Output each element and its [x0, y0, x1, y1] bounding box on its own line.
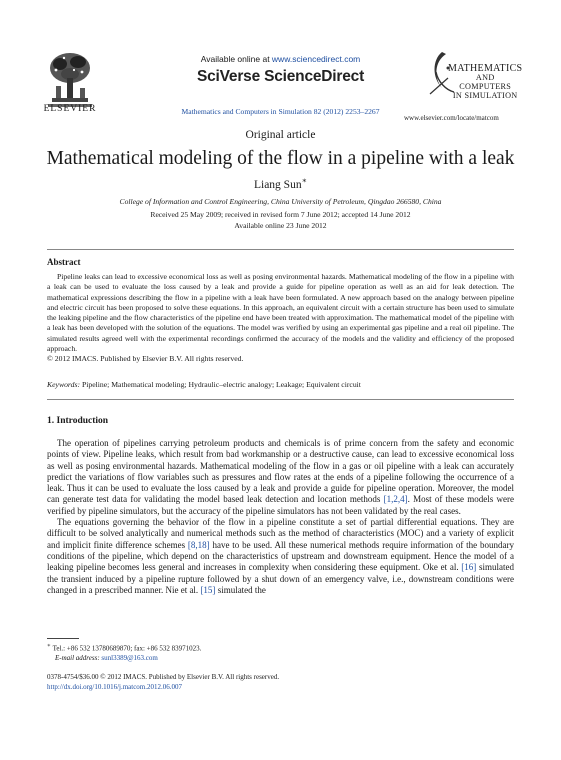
article-type: Original article	[245, 129, 316, 141]
footnote	[47, 642, 201, 663]
intro-p2-text-b: have to be used. All these numerical methods require information of the boundary conditions of the pipeline, which depend on the characteristics of upstream and downstream equipment. Hence the model of a leaking pipeline becomes less general and increases in complexity when considering these equipment. Oke et al.	[47, 539, 514, 573]
intro-p2-text-c: simulated the transient induced by a pipeline rupture followed by a shut down of an emergency valve, i.e., downstream conditions were changed in a prescribed manner. Nie et al.	[47, 562, 514, 595]
abstract-paragraph: Pipeline leaks can lead to excessive economical loss as well as posing environmental hazards. Mathematical modeling of the flow in a pipeline with a leak can be used to evaluate the loss caused by a leak and provide a guide for pipeline operation as well as an aid for leak detection. The mathematical expressions describing the flow in a pipeline with a leak have been formulated. A new approach based on the analogy between pipeline and electric circuit has been proposed to solve these equations. In this approach, an equivalent circuit with a certain structure has been used to simulate the leaking pipeline and the flow characteristics of the pipeline end have been treated with approximation. The mathematical model of the pipeline with a leak has been developed with the solution of the equations. The model was verified by using an experimental gas pipeline and a real oil pipeline. The simulated results agreed well with the experimental recordings confirmed the accuracy of the models and the validity and efficiency of the proposed approach.	[47, 272, 514, 354]
elsevier-tree-icon	[42, 50, 98, 112]
affiliation: College of Information and Control Engineering, China University of Petroleum, Qingdao 266580, China	[119, 197, 442, 206]
introduction-body	[47, 438, 514, 596]
intro-p2-text-d: simulated the	[215, 584, 266, 595]
email-label: E-mail address:	[55, 653, 100, 662]
front-matter	[47, 672, 279, 692]
journal-logo-line4: IN SIMULATION	[452, 91, 518, 100]
footnote-rule	[47, 638, 79, 639]
citation-link[interactable]: [15]	[200, 584, 216, 595]
journal-logo-line1: MATHEMATICS	[448, 63, 523, 74]
intro-p1-text-b: . Most of these models were verified by pipeline simulators, but the accuracy of the pipeline simulators has not been validated by the real cases.	[47, 494, 514, 516]
footnote-tel: Tel.: +86 532 13780689870; fax: +86 532 83971023.	[52, 644, 202, 653]
author-name: Liang Sun	[253, 178, 302, 191]
issn-line: 0378-4754/$36.00 © 2012 IMACS. Published by Elsevier B.V. All rights reserved.	[47, 673, 280, 681]
footnote-mark: ∗	[47, 643, 51, 649]
abstract-copyright: © 2012 IMACS. Published by Elsevier B.V. All rights reserved.	[47, 354, 244, 364]
elsevier-wordmark: ELSEVIER	[43, 104, 97, 114]
sciencedirect-link[interactable]: www.sciencedirect.com	[271, 54, 361, 64]
intro-p2-text-a: The equations governing the behavior of the flow in a pipeline constitute a set of partial differential equations. They are difficult to be solved analytically and numerical methods such as the method of characteristics (MOC) and a variety of explicit and implicit finite difference schemes	[47, 517, 514, 550]
received-dates: Received 25 May 2009; received in revised form 7 June 2012; accepted 14 June 2012	[150, 210, 411, 219]
journal-url[interactable]: www.elsevier.com/locate/matcom	[404, 114, 499, 122]
footnote-contact	[47, 642, 201, 654]
available-prefix: Available online at	[200, 54, 272, 64]
article-title: Mathematical modeling of the flow in a pipeline with a leak	[46, 148, 515, 169]
author-footnote-mark[interactable]: ∗	[301, 176, 308, 185]
email-link[interactable]: sunl3389@163.com	[101, 653, 158, 662]
abstract-body	[47, 272, 514, 365]
divider-top	[47, 249, 514, 250]
keywords-label: Keywords:	[47, 380, 81, 389]
keywords-list: Pipeline; Mathematical modeling; Hydraulic–electric analogy; Leakage; Equivalent circuit	[81, 380, 361, 389]
footnote-email-line	[47, 654, 201, 664]
citation-link[interactable]: [1,2,4]	[383, 494, 408, 505]
section-heading: 1. Introduction	[47, 416, 109, 426]
doi-link[interactable]: http://dx.doi.org/10.1016/j.matcom.2012.06.007	[47, 683, 183, 691]
abstract-heading: Abstract	[47, 257, 81, 267]
author-line	[0, 176, 561, 191]
intro-paragraph-1	[47, 438, 514, 517]
citation-link[interactable]: [8,18]	[187, 539, 210, 550]
intro-paragraph-2	[47, 517, 514, 596]
journal-logo-line2: AND	[475, 73, 495, 82]
divider-bottom	[47, 399, 514, 400]
journal-logo-text	[448, 64, 522, 100]
journal-reference[interactable]: Mathematics and Computers in Simulation 82 (2012) 2253–2267	[181, 107, 380, 116]
intro-p1-text-a: The operation of pipelines carrying petroleum products and chemicals is of prime concern from the safety and economic points of view. Pipeline leaks, which result from bad workmanship or a destructive cause, can lead to excessive economical loss as well as posing environmental hazards. Mathematical modeling of the flow in a gas or oil pipeline with a leak can accurately predict the variations of flow variables such as pressures and flow rates at the ends of a pipeline following the occurrence of a leak. Thus it can be used to evaluate the loss caused by a leak and provide a guide for pipeline operation. Moreover, the model can generate test data for validating the model based leak detection and location methods	[47, 438, 514, 505]
journal-logo-line3: COMPUTERS	[459, 82, 512, 91]
keywords-line	[47, 380, 514, 389]
online-date: Available online 23 June 2012	[234, 221, 327, 230]
sciverse-brand: SciVerse ScienceDirect	[196, 68, 365, 85]
citation-link[interactable]: [16]	[461, 562, 477, 573]
